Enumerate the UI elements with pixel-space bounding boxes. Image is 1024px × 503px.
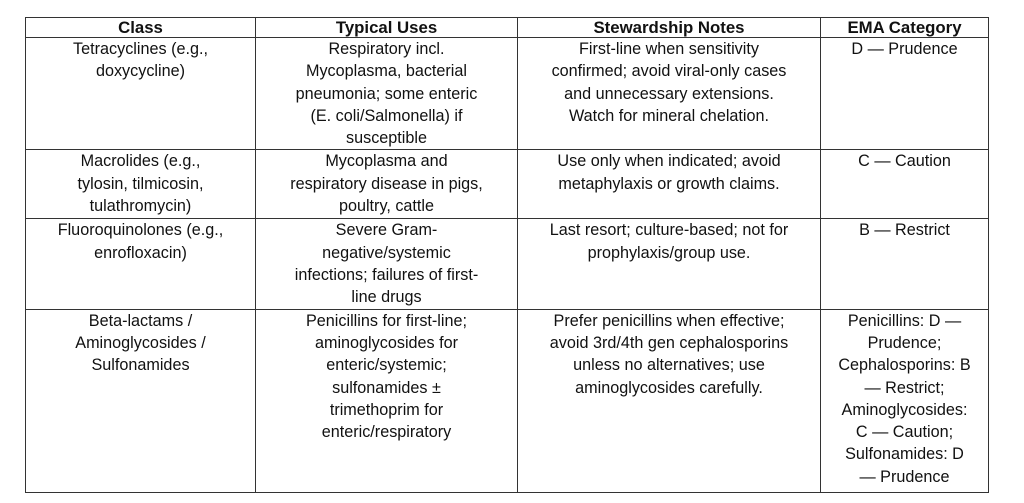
cell-line: First-line when sensitivity [579, 40, 759, 58]
cell-line: Fluoroquinolones (e.g., [57, 221, 224, 240]
header-ema-category: EMA Category [821, 18, 989, 38]
cell-line: B — Restrict [859, 221, 950, 240]
cell-line: C — Caution; [855, 423, 954, 442]
cell-class [26, 219, 256, 309]
antibiotic-stewardship-table [25, 17, 989, 493]
cell-ema-category [821, 219, 989, 309]
cell-line: — Prudence [859, 467, 950, 486]
cell-line: metaphylaxis or growth claims. [558, 174, 780, 193]
cell-line: Use only when indicated; avoid [557, 152, 781, 171]
cell-line: Severe Gram- [335, 221, 438, 240]
table-row [26, 219, 989, 309]
cell-line: poultry, cattle [338, 197, 435, 216]
cell-stewardship-notes [518, 38, 821, 150]
cell-line: tylosin, tilmicosin, [77, 174, 204, 193]
header-row [26, 18, 989, 38]
cell-line: aminoglycosides carefully. [575, 378, 763, 397]
cell-line: pneumonia; some enteric [295, 84, 478, 103]
cell-line: aminoglycosides for [314, 333, 459, 352]
cell-line: susceptible [346, 129, 427, 148]
cell-stewardship-notes [518, 309, 821, 492]
cell-line: Prudence; [867, 333, 942, 352]
cell-line: Last resort; culture-based; not for [549, 221, 789, 240]
cell-line: Tetracyclines (e.g., [73, 40, 208, 58]
cell-stewardship-notes [518, 150, 821, 219]
cell-line: respiratory disease in pigs, [290, 174, 483, 193]
cell-class [26, 150, 256, 219]
cell-line: C — Caution [858, 152, 951, 171]
cell-line: — Restrict; [864, 378, 945, 397]
table-row [26, 309, 989, 492]
cell-line: Respiratory incl. [328, 40, 445, 58]
cell-line: avoid 3rd/4th gen cephalosporins [549, 333, 789, 352]
cell-line: (E. coli/Salmonella) if [310, 106, 463, 125]
cell-ema-category [821, 38, 989, 150]
cell-line: Watch for mineral chelation. [568, 106, 770, 125]
cell-line: Prefer penicillins when effective; [553, 311, 785, 330]
cell-line: Penicillins: D — [847, 311, 962, 330]
cell-line: trimethoprim for [329, 400, 444, 419]
cell-line: infections; failures of first- [294, 266, 479, 285]
cell-line: Sulfonamides [91, 356, 190, 375]
cell-line: Mycoplasma and [325, 152, 448, 171]
cell-line: line drugs [351, 288, 422, 307]
cell-typical-uses [256, 38, 518, 150]
cell-ema-category [821, 309, 989, 492]
cell-stewardship-notes [518, 219, 821, 309]
cell-typical-uses [256, 219, 518, 309]
table-row [26, 150, 989, 219]
cell-line: Aminoglycosides: [841, 400, 968, 419]
cell-line: unless no alternatives; use [573, 356, 765, 375]
cell-line: Penicillins for first-line; [305, 311, 468, 330]
cell-class [26, 309, 256, 492]
cell-line: Sulfonamides: D [845, 445, 964, 464]
cell-class [26, 38, 256, 150]
cell-line: tulathromycin) [89, 197, 192, 216]
cell-line: Beta-lactams / [88, 311, 193, 330]
header-stewardship-notes: Stewardship Notes [518, 18, 821, 38]
cell-line: D — Prudence [851, 40, 958, 58]
cell-line: enteric/respiratory [321, 423, 452, 442]
cell-line: enteric/systemic; [326, 356, 447, 375]
cell-line: Mycoplasma, bacterial [305, 62, 468, 81]
header-typical-uses: Typical Uses [256, 18, 518, 38]
cell-typical-uses [256, 150, 518, 219]
cell-line: confirmed; avoid viral-only cases [551, 62, 787, 81]
cell-line: and unnecessary extensions. [564, 84, 774, 103]
cell-line: Cephalosporins: B [838, 356, 971, 375]
cell-line: enrofloxacin) [94, 243, 187, 262]
table-row [26, 38, 989, 150]
cell-line: sulfonamides ± [332, 378, 441, 397]
cell-line: negative/systemic [322, 243, 451, 262]
cell-ema-category [821, 150, 989, 219]
cell-line: prophylaxis/group use. [587, 243, 751, 262]
cell-line: doxycycline) [95, 62, 186, 81]
cell-line: Aminoglycosides / [75, 333, 206, 352]
cell-line: Macrolides (e.g., [80, 152, 201, 171]
cell-typical-uses [256, 309, 518, 492]
header-class: Class [26, 18, 256, 38]
